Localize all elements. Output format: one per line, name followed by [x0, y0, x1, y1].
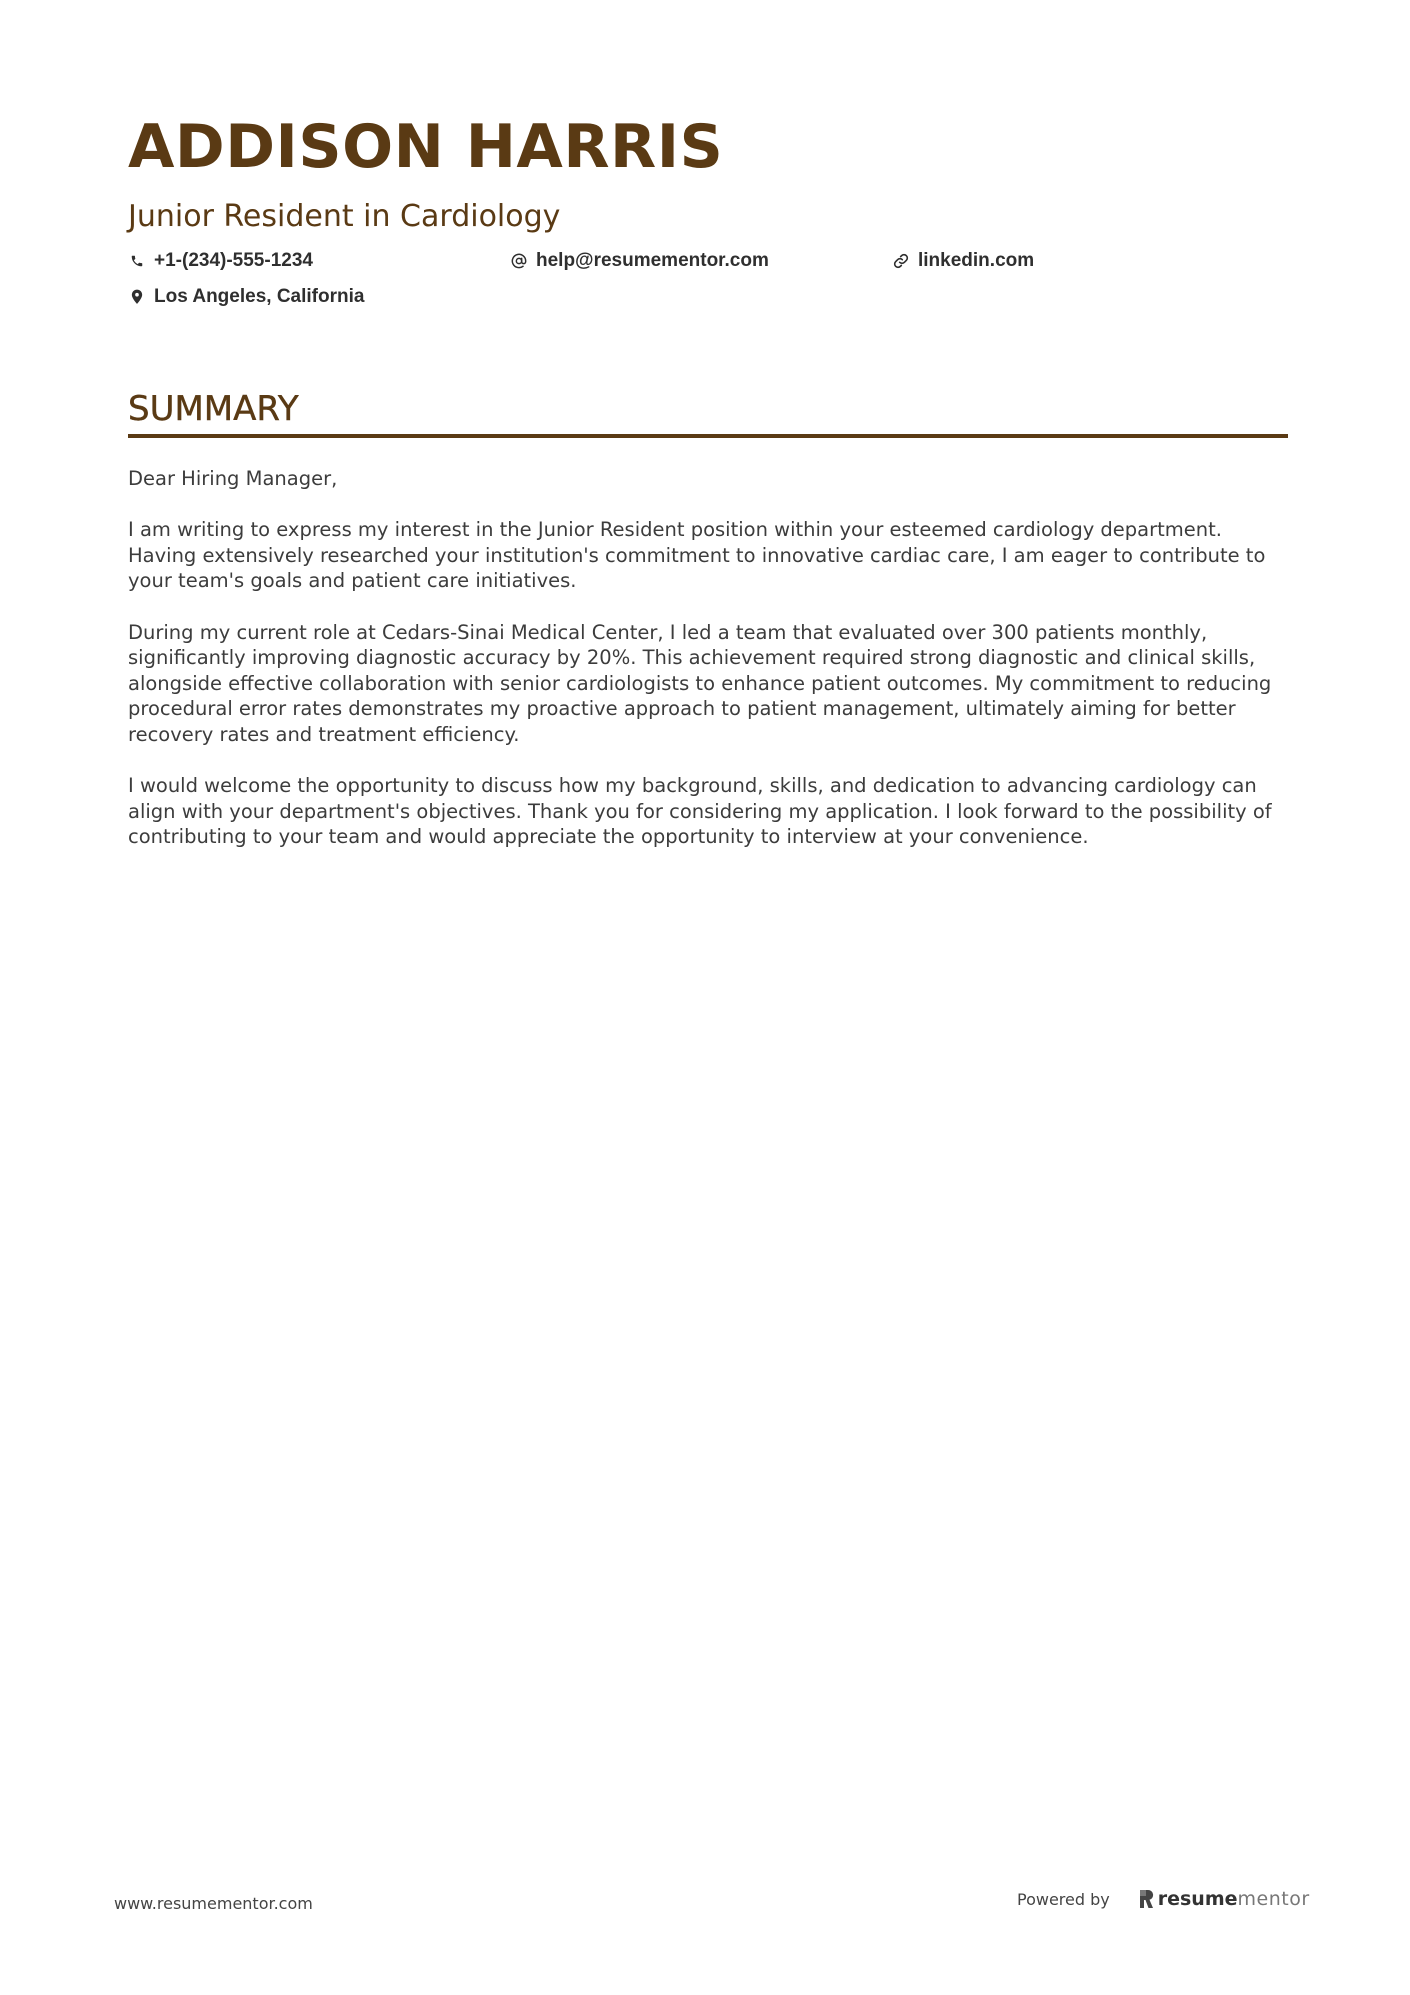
link-text: linkedin.com	[918, 250, 1035, 271]
brand-logo[interactable]	[1138, 1888, 1310, 1910]
resume-header	[128, 112, 1288, 316]
location-text: Los Angeles, California	[154, 286, 365, 307]
phone-icon	[128, 252, 146, 270]
contact-email[interactable]	[510, 250, 769, 272]
contact-location	[128, 286, 364, 308]
contact-phone	[128, 250, 313, 272]
map-pin-icon	[128, 288, 146, 306]
paragraph-salutation: Dear Hiring Manager,	[128, 467, 338, 490]
link-icon	[892, 252, 910, 270]
section-divider	[128, 434, 1288, 438]
paragraph-experience: During my current role at Cedars-Sinai Medical Center, I led a team that evaluated over 300 patients monthly, significantly improving diagnostic accuracy by 20%. This achievement required strong diagnostic and clinical skills, alongside effective collaboration with senior cardiologists to enhance patient outcomes. My commitment to reducing procedural error rates demonstrates my proactive approach to patient management, ultimately aiming for better recovery rates and treatment efficiency.	[128, 620, 1272, 746]
candidate-name: ADDISON HARRIS	[128, 112, 724, 182]
brand-name-part1: resume	[1157, 1888, 1238, 1910]
powered-by-label: Powered by	[1017, 1889, 1110, 1909]
paragraph-intro: I am writing to express my interest in the Junior Resident position within your esteemed cardiology department. Having extensively researched your institution's commitment to innovative cardiac care, I am eager to contribute to your team's goals and patient care initiatives.	[128, 518, 1266, 593]
contact-info	[128, 246, 1288, 316]
section-title: SUMMARY	[128, 389, 299, 429]
summary-section	[128, 388, 1288, 876]
brand-name-part2: mentor	[1237, 1888, 1310, 1910]
at-sign-icon	[510, 252, 528, 270]
email-text: help@resumementor.com	[536, 250, 769, 271]
candidate-role: Junior Resident in Cardiology	[128, 199, 561, 234]
brand-mark-icon	[1138, 1888, 1154, 1910]
footer-website[interactable]: www.resumementor.com	[114, 1894, 313, 1913]
summary-body	[128, 466, 1288, 850]
contact-link[interactable]	[892, 250, 1034, 272]
paragraph-closing: I would welcome the opportunity to discuss how my background, skills, and dedication to advancing cardiology can align with your department's objectives. Thank you for considering my application. I look forward to the possibility of contributing to your team and would appreciate the opportunity to interview at your convenience.	[128, 774, 1272, 849]
footer-branding	[1017, 1888, 1310, 1910]
phone-text: +1-(234)-555-1234	[154, 250, 313, 271]
